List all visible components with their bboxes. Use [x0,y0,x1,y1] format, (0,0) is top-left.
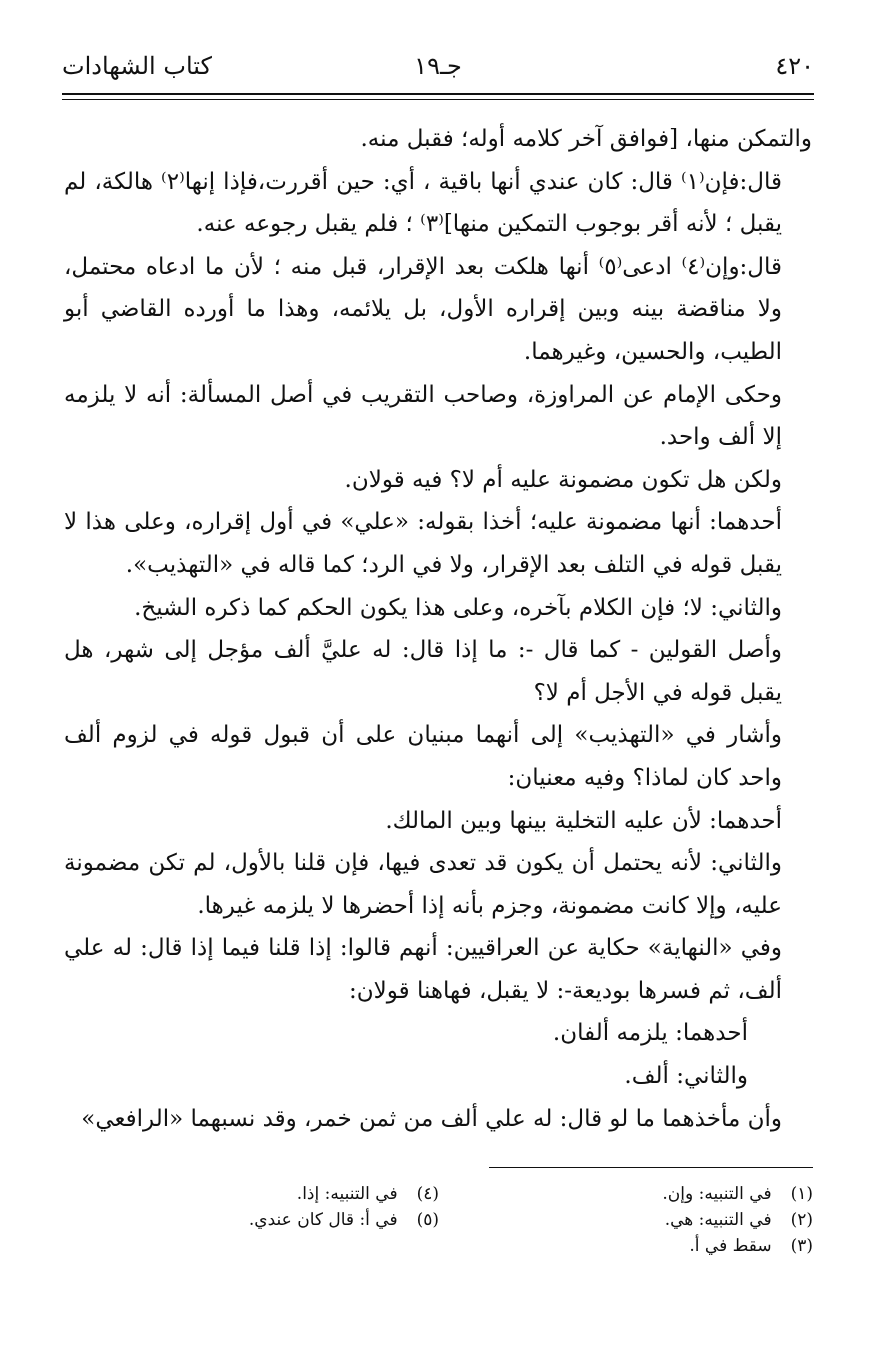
footnote [533,1233,813,1259]
paragraph: والثاني: لا؛ فإن الكلام بآخره، وعلى هذا يكون الحكم كما ذكره الشيخ. [134,594,782,621]
footnote-number: (٥) [416,1210,439,1230]
footnote-text: في التنبيه: إذا. [296,1184,398,1204]
paragraph: والثاني: ألف. [624,1063,748,1090]
paragraph: وأصل القولين - كما قال -: ما إذا قال: له عليَّ ألف مؤجل إلى شهر، هل يقبل قوله في الأجل أم لا؟ [64,637,782,706]
footnote-rule [489,1167,813,1168]
footnote-number: (١) [790,1184,813,1204]
footnote-number: (٢) [790,1210,813,1230]
paragraph: قال:وإن⁽٤⁾ ادعى⁽٥⁾ أنها هلكت بعد الإقرار، قبل منه ؛ لأن ما ادعاه محتمل، ولا مناقضة بينه وبين إقراره الأول، بل يلائمه، وهذا ما أورده القاضي أبو الطيب، والحسين، وغيرهما. [64,253,783,365]
paragraph: وأشار في «التهذيب» إلى أنهما مبنيان على أن قبول قوله في لزوم ألف واحد كان لماذا؟ وفيه معنيان: [64,722,782,791]
footnote-number: (٤) [416,1184,439,1204]
paragraph: ولكن هل تكون مضمونة عليه أم لا؟ فيه قولان. [344,466,782,493]
footnote-text: في التنبيه: وإن. [662,1184,772,1204]
footnotes-column-left [139,1181,439,1233]
main-text [64,118,812,1140]
header-rule-thin [62,99,814,100]
paragraph: والتمكن منها، [فوافق آخر كلامه أوله؛ فقبل منه. [360,126,812,152]
paragraph: أحدهما: لأن عليه التخلية بينها وبين المالك. [385,807,782,834]
footnote-text: في أ: قال كان عندي. [248,1210,398,1230]
footnote [533,1207,813,1233]
paragraph: قال:فإن⁽١⁾ قال: كان عندي أنها باقية ، أي: حين أقررت،فإذا إنها⁽٢⁾ هالكة، لم يقبل ؛ لأنه أقر بوجوب التمكين منها]⁽٣⁾ ؛ فلم يقبل رجوعه عنه. [64,168,783,238]
footnote [139,1207,439,1233]
volume-label: جـ١٩ [414,52,462,80]
book-title: كتاب الشهادات [62,52,212,80]
footnote-text: سقط في أ. [689,1236,772,1256]
footnotes-column-right [533,1181,813,1259]
footnote-number: (٣) [790,1236,813,1256]
footnote [139,1181,439,1207]
paragraph: وأن مأخذهما ما لو قال: له علي ألف من ثمن خمر، وقد نسبهما «الرافعي» [81,1105,782,1132]
paragraph: والثاني: لأنه يحتمل أن يكون قد تعدى فيها، فإن قلنا بالأول، لم تكن مضمونة عليه، وإلا كانت مضمونة، وجزم بأنه إذا أحضرها لا يلزمه غيرها. [64,850,782,919]
page-number: ٤٢٠ [775,52,814,80]
header-rule-thick [62,93,814,95]
page-header [62,48,814,88]
footnote-text: في التنبيه: هي. [664,1210,772,1230]
paragraph: أحدهما: أنها مضمونة عليه؛ أخذا بقوله: «علي» في أول إقراره، وعلى هذا لا يقبل قوله في التلف بعد الإقرار، ولا في الرد؛ كما قاله في «التهذيب». [64,509,782,578]
paragraph: أحدهما: يلزمه ألفان. [552,1020,748,1047]
paragraph: وحكى الإمام عن المراوزة، وصاحب التقريب في أصل المسألة: أنه لا يلزمه إلا ألف واحد. [64,381,782,451]
paragraph: وفي «النهاية» حكاية عن العراقيين: أنهم قالوا: إذا قلنا فيما إذا قال: له علي ألف، ثم فسرها بوديعة-: لا يقبل، فهاهنا قولان: [64,935,782,1004]
footnote [533,1181,813,1207]
